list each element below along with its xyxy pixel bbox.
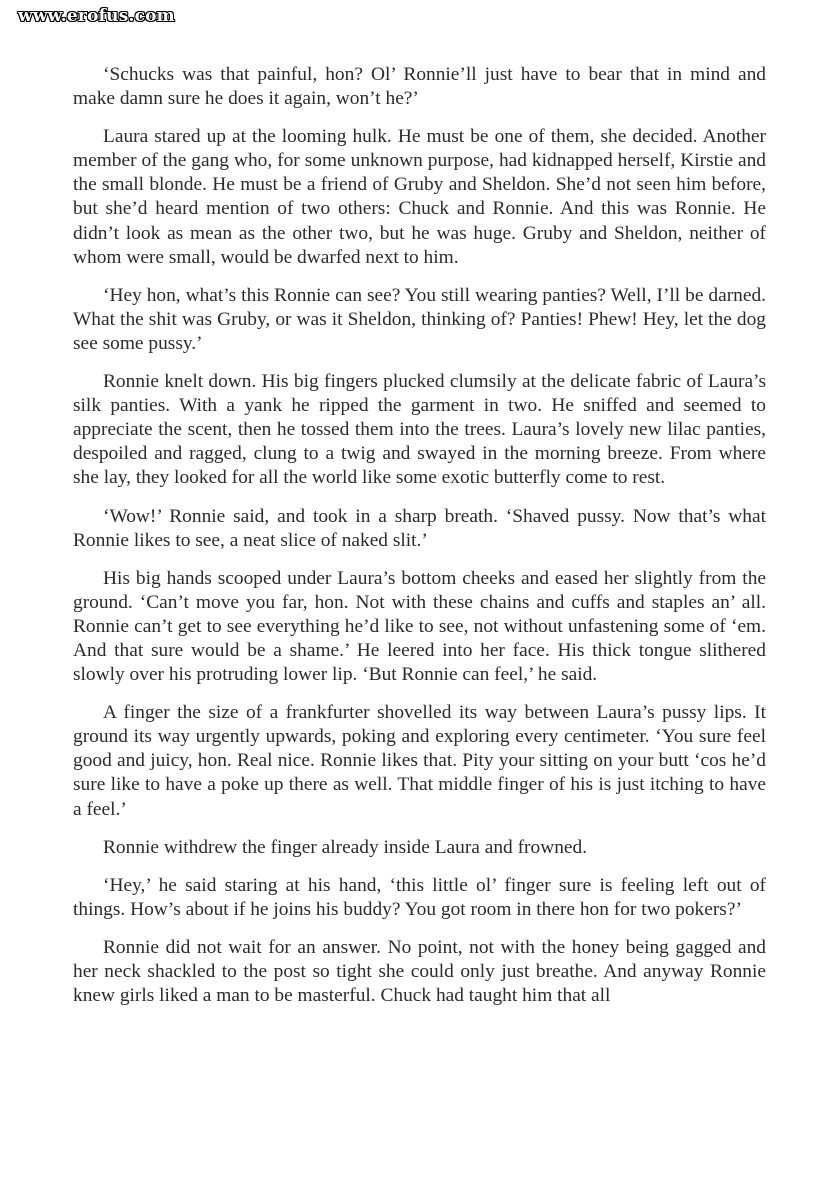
paragraph: ‘Schucks was that painful, hon? Ol’ Ronnie’ll just have to bear that in mind and make damn sure he does it again, won’t he?’ [73, 64, 766, 110]
paragraph: ‘Hey,’ he said staring at his hand, ‘this little ol’ finger sure is feeling left out of things. How’s about if he joins his buddy? You got room in there hon for two pokers?’ [73, 874, 766, 920]
paragraph: Ronnie knelt down. His big fingers plucked clumsily at the delicate fabric of Laura’s silk panties. With a yank he ripped the garment in two. He sniffed and seemed to appreciate the scent, then he tossed them into the trees. Laura’s lovely new lilac panties, despoiled and ragged, clung to a twig and swayed in the morning breeze. From where she lay, they looked for all the world like some exotic butterfly come to rest. [73, 371, 766, 489]
book-page [73, 63, 766, 1022]
paragraph: ‘Wow!’ Ronnie said, and took in a sharp breath. ‘Shaved pussy. Now that’s what Ronnie likes to see, a neat slice of naked slit.’ [73, 505, 766, 551]
paragraph: A finger the size of a frankfurter shovelled its way between Laura’s pussy lips. It ground its way urgently upwards, poking and exploring every centimeter. ‘You sure feel good and juicy, hon. Real nice. Ronnie likes that. Pity your sitting on your butt ‘cos he’d sure like to have a poke up there as well. That middle finger of his is just itching to have a feel.’ [73, 702, 766, 820]
paragraph: ‘Hey hon, what’s this Ronnie can see? You still wearing panties? Well, I’ll be darned. What the shit was Gruby, or was it Sheldon, thinking of? Panties! Phew! Hey, let the dog see some pussy.’ [73, 284, 766, 354]
paragraph: Ronnie withdrew the finger already inside Laura and frowned. [103, 836, 588, 858]
paragraph: Laura stared up at the looming hulk. He must be one of them, she decided. Another member of the gang who, for some unknown purpose, had kidnapped herself, Kirstie and the small blonde. He must be a friend of Gruby and Sheldon. She’d not seen him before, but she’d heard mention of two others: Chuck and Ronnie. And this was Ronnie. He didn’t look as mean as the other two, but he was huge. Gruby and Sheldon, neither of whom were small, would be dwarfed next to him. [73, 126, 766, 268]
watermark-text: www.erofus.com [18, 6, 175, 26]
paragraph: Ronnie did not wait for an answer. No point, not with the honey being gagged and her neck shackled to the post so tight she could only just breathe. And anyway Ronnie knew girls liked a man to be masterful. Chuck had taught him that all [73, 936, 766, 1007]
paragraph: His big hands scooped under Laura’s bottom cheeks and eased her slightly from the ground. ‘Can’t move you far, hon. Not with these chains and cuffs and staples an’ all. Ronnie can’t get to see everything he’d like to see, not without unfastening some of ‘em. And that sure would be a shame.’ He leered into her face. His thick tongue slithered slowly over his protruding lower lip. ‘But Ronnie can feel,’ he said. [73, 567, 766, 686]
